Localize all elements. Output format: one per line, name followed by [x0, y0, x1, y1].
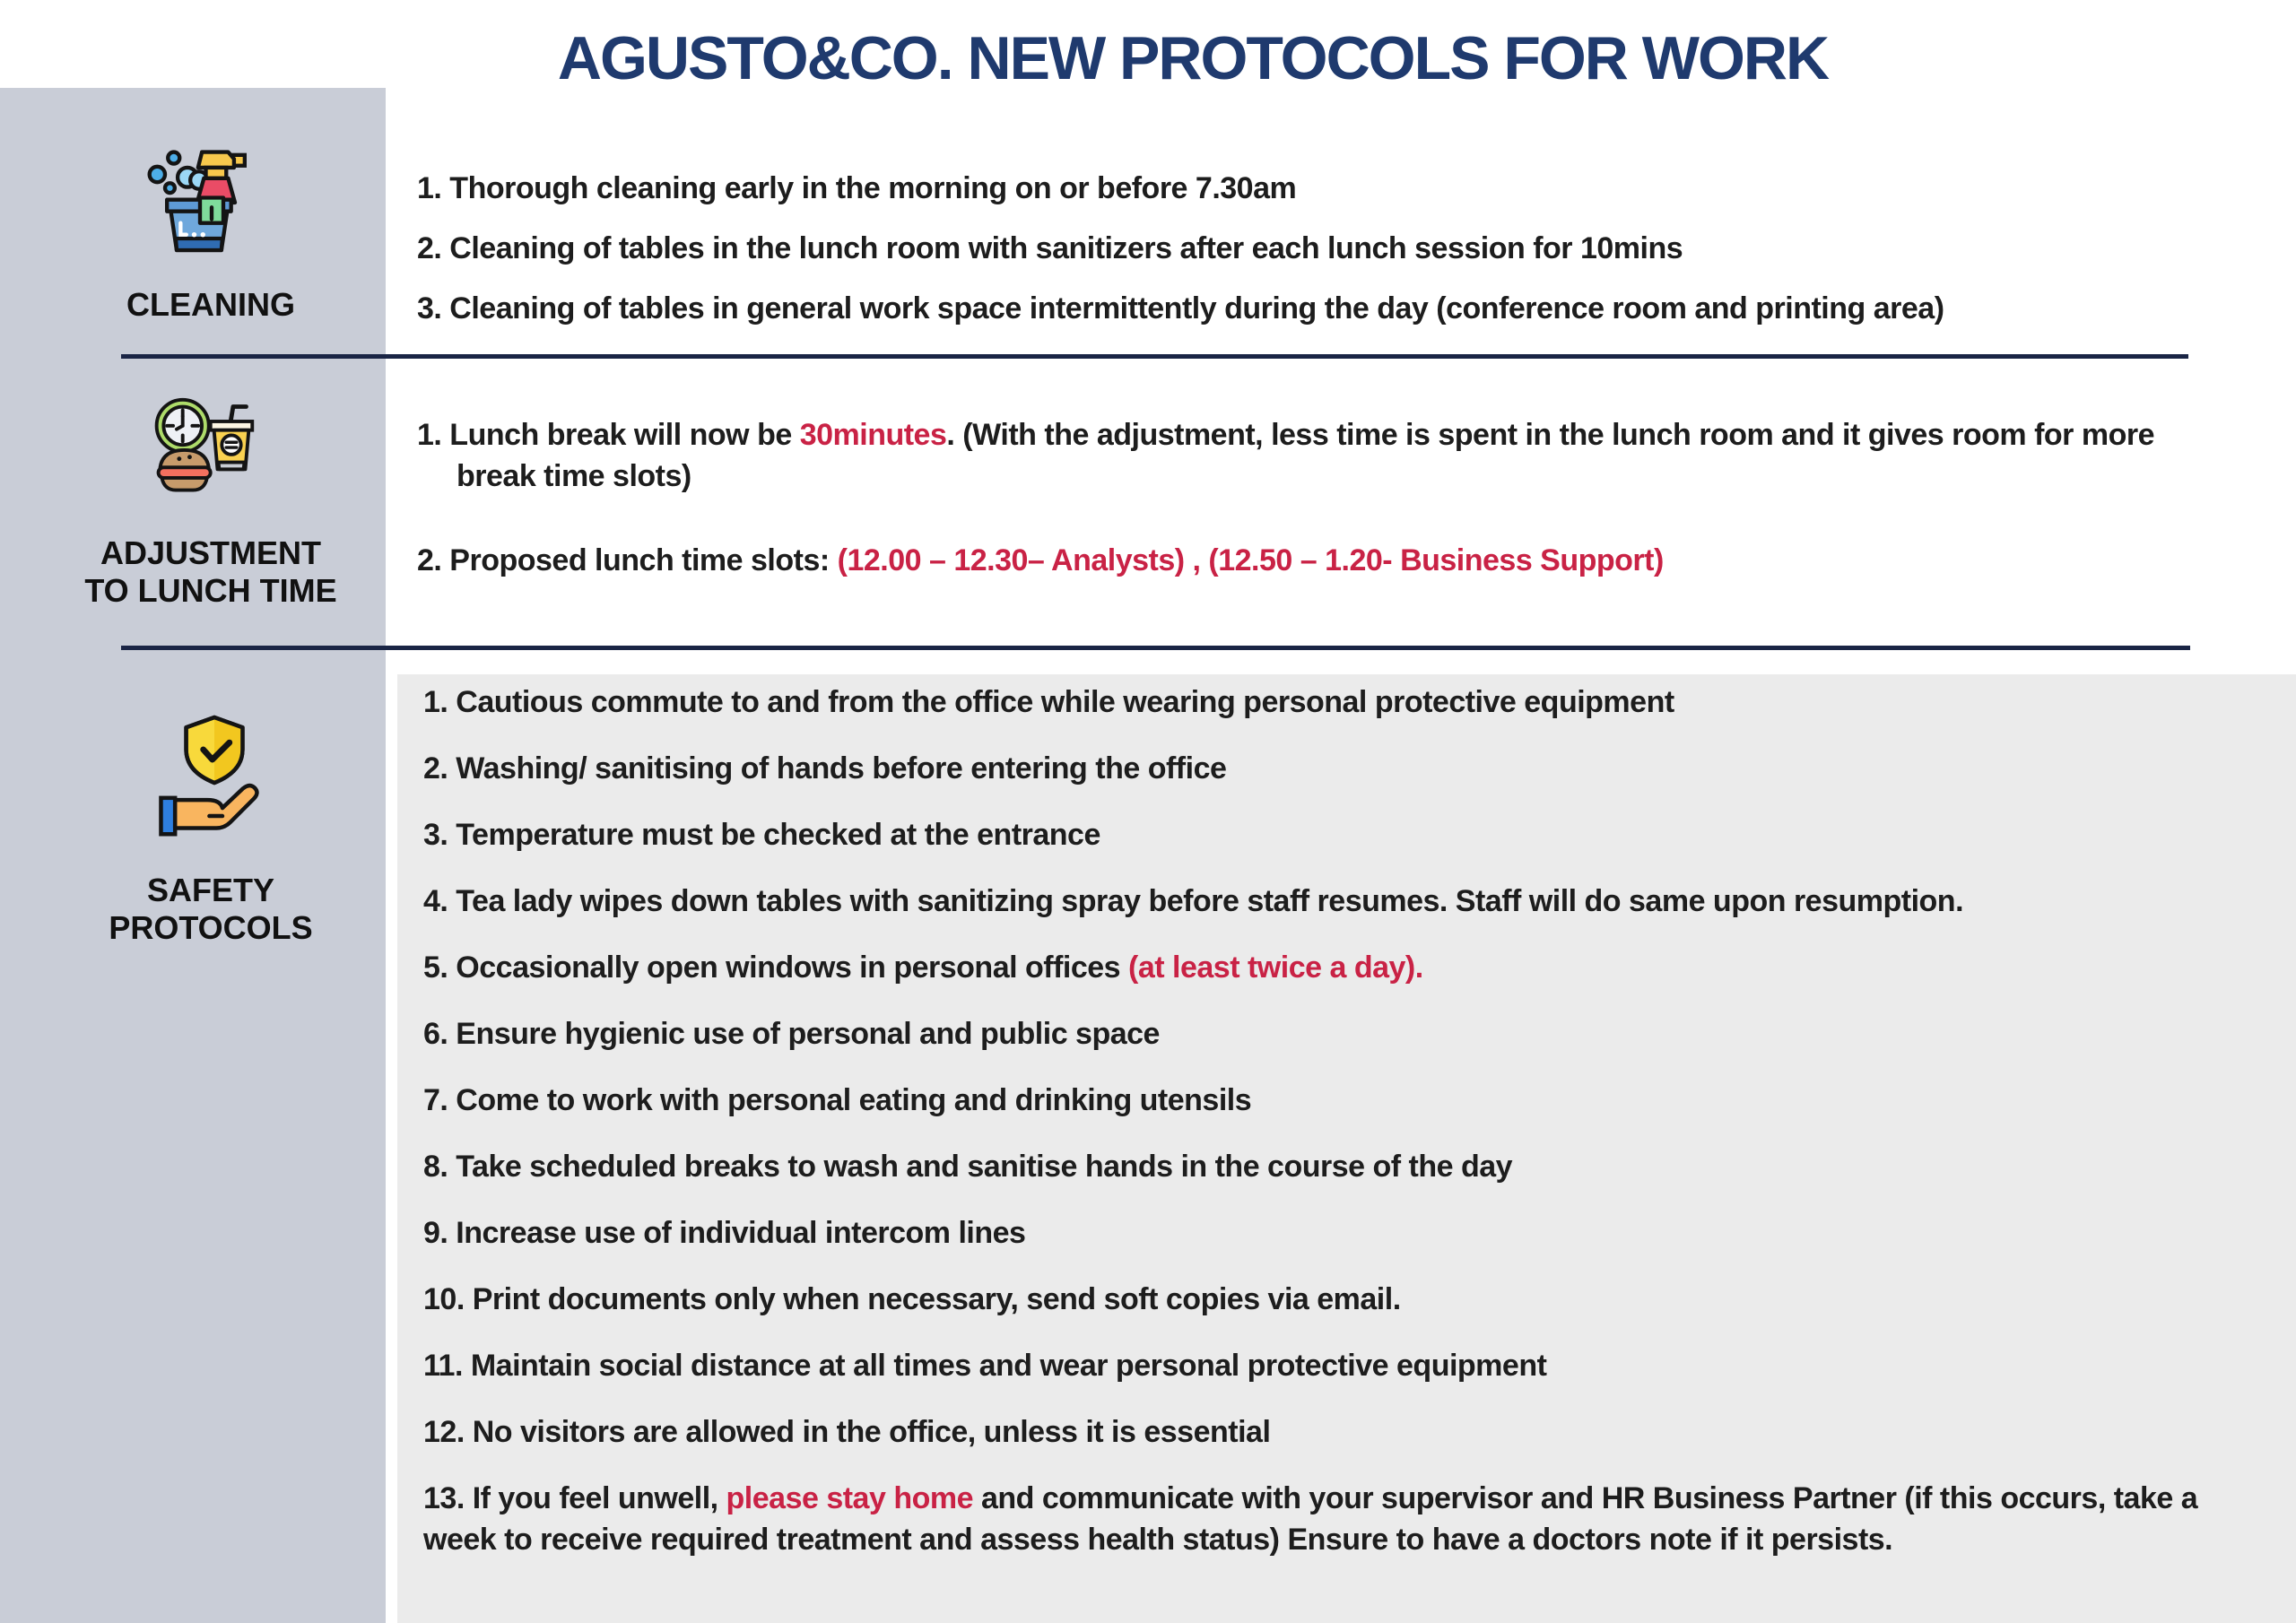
list-item — [423, 814, 2244, 855]
highlighted-text-segment: please stay home — [726, 1481, 974, 1515]
list-item — [423, 947, 2244, 988]
text-segment: 1. Cautious commute to and from the office while wearing personal protective equipment — [423, 685, 1674, 719]
text-segment: 2. Washing/ sanitising of hands before entering the office — [423, 751, 1227, 785]
list-item — [423, 1013, 2244, 1055]
highlighted-text-segment: (12.00 – 12.30– Analysts) , (12.50 – 1.20- Business Support) — [837, 543, 1664, 577]
text-segment: 10. Print documents only when necessary, send soft copies via email. — [423, 1282, 1401, 1316]
text-segment: 11. Maintain social distance at all times and wear personal protective equipment — [423, 1349, 1547, 1383]
text-segment: 2. Proposed lunch time slots: — [417, 543, 838, 577]
list-item — [417, 540, 2202, 581]
label-line-1: SAFETY — [146, 872, 274, 908]
list-item — [423, 1478, 2244, 1560]
list-item — [423, 1212, 2244, 1254]
safety-shield-icon — [149, 708, 280, 841]
label-line-2: PROTOCOLS — [109, 909, 313, 946]
text-segment: 8. Take scheduled breaks to wash and sanitise hands in the course of the day — [423, 1150, 1513, 1184]
section-label-safety — [18, 872, 404, 947]
text-segment: and communicate with your supervisor and HR Business Partner (if this occurs, take a week to receive required treatment and assess health status) Ensure to have a doctors note if it persists. — [423, 1481, 2198, 1557]
list-item — [417, 414, 2202, 497]
cleaning-supplies-icon — [142, 145, 258, 262]
text-segment: 2. Cleaning of tables in the lunch room with sanitizers after each lunch session for 10mins — [417, 231, 1683, 265]
text-segment: 4. Tea lady wipes down tables with sanitizing spray before staff resumes. Staff will do same upon resumption. — [423, 884, 1964, 918]
section-divider-2 — [121, 646, 2190, 650]
text-segment: 9. Increase use of individual intercom lines — [423, 1216, 1026, 1250]
text-segment: 3. Temperature must be checked at the entrance — [423, 818, 1100, 852]
section-label-cleaning: CLEANING — [126, 286, 295, 323]
lunch-items — [417, 414, 2202, 624]
list-item — [423, 1080, 2244, 1121]
section-divider-1 — [121, 354, 2188, 359]
highlighted-text-segment: (at least twice a day). — [1128, 950, 1423, 985]
text-segment: 13. If you feel unwell, — [423, 1481, 726, 1515]
list-item — [423, 1411, 2244, 1453]
page-title: AGUSTO&CO. NEW PROTOCOLS FOR WORK — [557, 24, 1829, 92]
text-segment: 6. Ensure hygienic use of personal and public space — [423, 1017, 1160, 1051]
list-item — [417, 169, 2211, 207]
text-segment: 5. Occasionally open windows in personal offices — [423, 950, 1129, 985]
list-item — [423, 1146, 2244, 1187]
list-item — [417, 290, 2211, 327]
text-segment: . (With the adjustment, less time is spent in the lunch room and it gives room for more break time slots) — [457, 418, 2154, 493]
list-item — [423, 881, 2244, 922]
list-item — [423, 1345, 2244, 1386]
cleaning-items — [417, 169, 2211, 350]
text-segment: 1. Lunch break will now be — [417, 418, 800, 452]
text-segment: 7. Come to work with personal eating and drinking utensils — [423, 1083, 1252, 1117]
label-line-1: ADJUSTMENT — [100, 534, 321, 571]
list-item — [423, 681, 2244, 723]
list-item — [423, 1279, 2244, 1320]
highlighted-text-segment: 30minutes — [799, 418, 947, 452]
text-segment: 3. Cleaning of tables in general work space intermittently during the day (conference room and printing area) — [417, 291, 1944, 325]
safety-items — [423, 681, 2244, 1585]
label-line-2: TO LUNCH TIME — [84, 572, 337, 609]
list-item — [423, 748, 2244, 789]
list-item — [417, 230, 2211, 267]
lunch-time-icon — [146, 393, 259, 506]
section-label-lunch — [18, 534, 404, 610]
text-segment: 12. No visitors are allowed in the office, unless it is essential — [423, 1415, 1271, 1449]
text-segment: 1. Thorough cleaning early in the morning on or before 7.30am — [417, 171, 1297, 205]
